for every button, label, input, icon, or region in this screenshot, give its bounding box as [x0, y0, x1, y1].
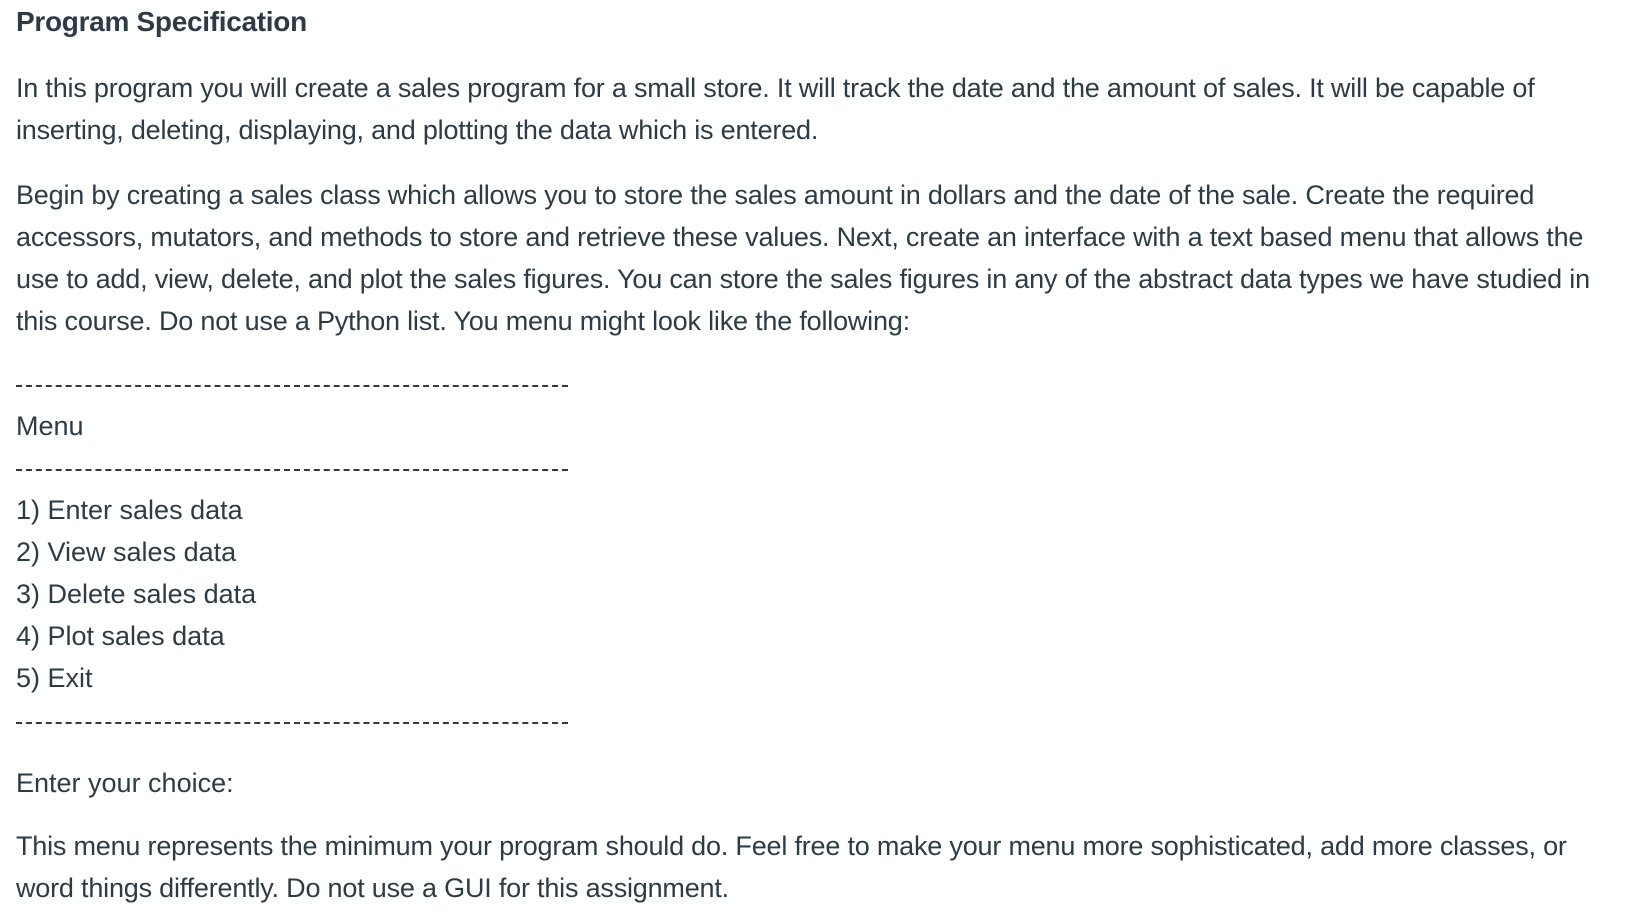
menu-divider-middle [16, 469, 568, 471]
instructions-paragraph: Begin by creating a sales class which allows you to store the sales amount in dollars and the date of the sale. Create the required accessors, mutators, and methods to store and retrieve these values. Next, create an interface with a text based menu that allows the use to add, view, delete, and plot the sales figures. You can store the sales figures in any of the abstract data types we have studied in this course. Do not use a Python list. You menu might look like the following: [16, 180, 1590, 336]
menu-option-exit: 5) Exit [16, 663, 93, 693]
menu-divider-bottom [16, 722, 568, 724]
intro-paragraph: In this program you will create a sales program for a small store. It will track the date and the amount of sales. It will be capable of inserting, deleting, displaying, and plotting the data which is entered. [16, 73, 1535, 145]
menu-option-delete: 3) Delete sales data [16, 579, 257, 609]
closing-paragraph: This menu represents the minimum your program should do. Feel free to make your menu more sophisticated, add more classes, or word things differently. Do not use a GUI for this assignment. [16, 831, 1567, 903]
menu-option-view: 2) View sales data [16, 537, 237, 567]
menu-option-enter: 1) Enter sales data [16, 495, 243, 525]
menu-divider-top [16, 385, 568, 387]
menu-heading: Menu [16, 411, 84, 441]
menu-option-plot: 4) Plot sales data [16, 621, 225, 651]
menu-prompt: Enter your choice: [16, 768, 234, 798]
page-title: Program Specification [16, 6, 307, 37]
